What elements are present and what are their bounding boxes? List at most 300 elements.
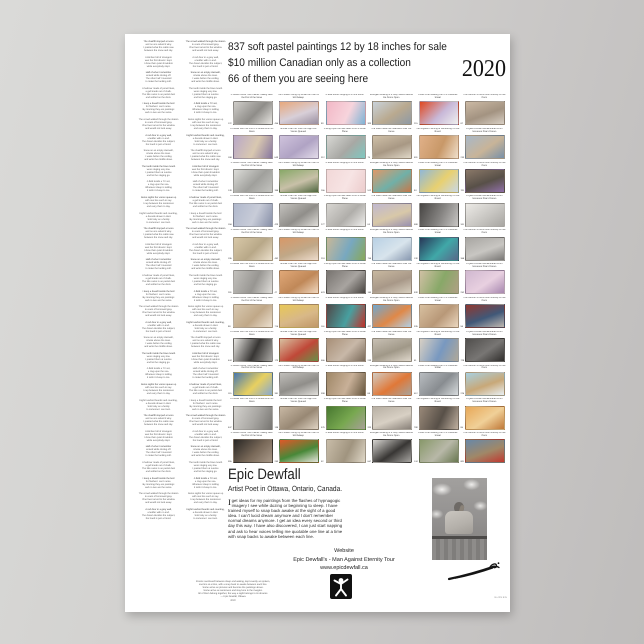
painting-cell xyxy=(321,128,368,162)
painting-cell xyxy=(368,263,415,297)
painting-caption: A Dream About Two Friends Talking Near the End of the Snow xyxy=(230,364,273,370)
painting-number: 233 xyxy=(460,156,465,159)
poem-stanza: The chairlift stopped at noon and no one asked it why. I painted what the cable saw between the snow and sky. xyxy=(190,336,221,349)
painting-cell xyxy=(321,365,368,399)
painting-thumbnail xyxy=(279,101,319,125)
poem-stanza: A field inside a TV set, a ring upon the sea. Whatever sleep is selling it sells it cheap to me. xyxy=(192,102,219,115)
painting-cell xyxy=(228,331,275,365)
painting-number: 198 xyxy=(228,156,232,159)
poem-stanza: A field inside a TV set, a ring upon the sea. Whatever sleep is selling it sells it cheap to me. xyxy=(145,180,172,193)
painting-caption: Strangers Waiting in a Grey Station Before the Doors Open xyxy=(369,229,413,235)
painting-cell xyxy=(414,432,461,466)
painting-cell xyxy=(461,94,508,128)
painting-thumbnail xyxy=(465,406,505,430)
painting-cell xyxy=(461,331,508,365)
painting-number: 667 xyxy=(367,460,372,463)
painting-thumbnail xyxy=(279,203,319,227)
poem-footer-block xyxy=(147,580,319,602)
painting-caption: Two Figures Pointing at Something Off the Board xyxy=(416,127,460,133)
painting-thumbnail xyxy=(372,135,412,159)
painting-cell xyxy=(461,365,508,399)
painting-caption: A Red Coat Walking Out of a Lavender Street xyxy=(418,229,458,235)
painting-thumbnail xyxy=(465,338,505,362)
poem-stanza: The teeth inside the blue mouth were singing very low. I painted them at sunrise and let the singing go. xyxy=(141,164,176,177)
painting-caption: The Chairlift Going Up While the Town Is Still Asleep xyxy=(277,94,319,99)
painting-number: 122 xyxy=(228,122,232,125)
painting-cell xyxy=(228,365,275,399)
painting-cell xyxy=(321,432,368,466)
painting-cell xyxy=(368,128,415,162)
painting-caption: A Dream About Two Friends Talking Near the End of the Snow xyxy=(230,94,273,99)
painting-number: 420 xyxy=(274,224,279,227)
painting-cell xyxy=(321,229,368,263)
painting-thumbnail xyxy=(279,338,319,362)
painting-cell xyxy=(321,162,368,196)
painting-cell xyxy=(321,398,368,432)
painting-number: 308 xyxy=(321,393,325,396)
painting-cell xyxy=(368,365,415,399)
painting-caption: Two Figures Pointing at Something Off the Board xyxy=(416,398,460,404)
painting-thumbnail xyxy=(326,270,366,294)
poem-stanza: I keep a board beside the bed for flashes I can't name. By morning they are paintings and no two are the same. xyxy=(189,398,222,411)
painting-number: 47 xyxy=(274,291,277,294)
painting-cell xyxy=(414,195,461,229)
poem-stanza: Some nights the voices queue up with one line each to say. I nap between the sentences and carry them to day. xyxy=(187,117,224,130)
painting-number: 530 xyxy=(414,291,418,294)
painting-number: 149 xyxy=(228,190,232,193)
poem-stanza: Eight hundred boards and counting, a decade drawn in dust. Sold only as a family to someone I can trust. xyxy=(186,133,225,146)
painting-thumbnail xyxy=(465,169,505,193)
painting-thumbnail xyxy=(326,304,366,328)
website-block xyxy=(228,547,460,573)
painting-number: 266 xyxy=(321,190,325,193)
poem-stanza: Half of what I remember arrived while dozing off. The other half I invented to make the landing soft. xyxy=(145,258,172,271)
painting-caption: A Red Coat Walking Out of a Lavender Street xyxy=(418,161,458,167)
poem-stanza: The chairlift stopped at noon and no one asked it why. I painted what the cable saw between the snow and sky. xyxy=(143,40,174,52)
painting-thumbnail xyxy=(326,406,366,430)
painting-number: 729 xyxy=(460,359,465,362)
painting-number: 482 xyxy=(274,258,279,261)
poem-column-left xyxy=(136,40,181,578)
painting-cell xyxy=(461,128,508,162)
poem-stanza: A red door in a grey wall, a ladder with no end. The dream decides the subject, the hand is just a friend. xyxy=(141,507,176,520)
painting-thumbnail xyxy=(372,270,412,294)
painting-cell xyxy=(275,263,322,297)
poem-stanza: A red door in a grey wall, a ladder with no end. The dream decides the subject, the hand is just a friend. xyxy=(188,429,223,442)
painting-number: 63 xyxy=(367,224,370,227)
painting-thumbnail xyxy=(279,270,319,294)
painting-cell xyxy=(461,263,508,297)
painting-cell xyxy=(228,195,275,229)
painting-thumbnail xyxy=(233,135,273,159)
painting-cell xyxy=(275,94,322,128)
painting-caption: A Ladder With No End in a House With No Stairs xyxy=(230,195,274,201)
painting-number: 144 xyxy=(414,460,418,463)
painting-number: 283 xyxy=(274,460,279,463)
painting-cell xyxy=(321,195,368,229)
painting-caption: The Field Inside the Television After the Game xyxy=(371,195,412,201)
painting-caption: The Field Inside the Television After the Game xyxy=(371,398,412,404)
painting-cell xyxy=(368,195,415,229)
painting-number: 547 xyxy=(228,427,232,430)
painting-caption: The Harbour at Noon With Nobody on the Dock xyxy=(463,161,506,167)
poem-stanza: The crowd walked through the station in coats of borrowed grey. One face turned to the window and would not look away. xyxy=(138,305,179,318)
poem-footer-line: Some arrive as sentences and stay here in the margins. xyxy=(203,589,263,593)
painting-cell xyxy=(368,331,415,365)
painting-number: 501 xyxy=(414,156,418,159)
poem-stanza: The crowd walked through the station in coats of borrowed grey. One face turned to the window and would not look away. xyxy=(185,414,226,427)
painting-caption: A Quiet Kitchen Remembered From Someone Else's Dream xyxy=(466,127,503,133)
painting-number: 215 xyxy=(414,122,418,125)
painting-thumbnail xyxy=(279,439,319,463)
painting-cell xyxy=(321,297,368,331)
painting-cell xyxy=(275,365,322,399)
painting-number: 130 xyxy=(414,258,418,261)
painting-cell xyxy=(414,128,461,162)
painting-thumbnail xyxy=(419,270,459,294)
painting-caption: A Blue Mouth Singing in a Pink Room xyxy=(325,94,364,96)
painting-number: 138 xyxy=(274,427,279,430)
poem-stanza: Some nights the voices queue up with one line each to say. I nap between the sentences and carry them to day. xyxy=(187,305,224,318)
painting-number: 599 xyxy=(414,224,418,227)
tour-name: Epic Dewfall's - Man Against Eternity Tour xyxy=(293,556,395,563)
painting-number: 623 xyxy=(321,291,325,294)
painting-cell xyxy=(461,398,508,432)
painting-thumbnail xyxy=(419,372,459,396)
painting-cell xyxy=(228,398,275,432)
painting-caption: The Chairlift Going Up While the Town Is Still Asleep xyxy=(277,161,319,167)
painting-number: 291 xyxy=(228,291,232,294)
painting-number: 90 xyxy=(321,122,324,125)
painting-number: 368 xyxy=(460,258,465,261)
painting-caption: A Dream About Two Friends Talking Near the End of the Snow xyxy=(230,432,273,438)
painting-thumbnail xyxy=(372,406,412,430)
painting-caption: A Blue Mouth Singing in a Pink Room xyxy=(325,432,364,435)
painting-caption: The Field Inside the Television After the Game xyxy=(371,330,412,336)
photo-shirt xyxy=(445,511,473,534)
painting-cell xyxy=(461,297,508,331)
painting-caption: A Dream About Two Friends Talking Near the End of the Snow xyxy=(230,229,273,235)
poem-stanza: A kitchen full of strangers was the first dream I kept. I drew their quiet shoulders while everybody slept. xyxy=(144,55,173,68)
website-url: www.epicdewfall.ca xyxy=(320,565,368,571)
painting-cell xyxy=(414,94,461,128)
painting-number: 81 xyxy=(414,359,417,362)
poem-stanza: A field inside a TV set, a ring upon the sea. Whatever sleep is selling it sells it cheap to me. xyxy=(192,476,219,489)
painting-number: 75 xyxy=(367,156,370,159)
poem-stanza: A red door in a grey wall, a ladder with no end. The dream decides the subject, the hand is just a friend. xyxy=(141,320,176,333)
painting-number: 303 xyxy=(367,122,372,125)
poem-footer-line: Some arrive as pictures and become the paintings above. xyxy=(202,586,264,590)
painting-thumbnail xyxy=(279,372,319,396)
painting-thumbnail xyxy=(419,237,459,261)
painting-thumbnail xyxy=(465,135,505,159)
painting-caption: A Quiet Kitchen Remembered From Someone Else's Dream xyxy=(466,263,503,268)
poem-stanza: Snow on an empty stairwell, smoke above the town. I wake before the ending and write the middle down. xyxy=(190,445,221,458)
poster-header xyxy=(228,39,447,87)
painting-caption: Two Figures Pointing at Something Off the Board xyxy=(416,195,460,201)
poem-stanza: The teeth inside the blue mouth were singing very low. I painted them at sunrise and let the singing go. xyxy=(141,351,176,364)
painting-thumbnail xyxy=(419,439,459,463)
painting-number: 158 xyxy=(228,224,232,227)
painting-thumbnail xyxy=(326,439,366,463)
poem-stanza: A harbour made of pencil lines, a gull made out of chalk. The tide came in as pastel dust and settled on the dock. xyxy=(188,383,223,396)
painting-caption: Strangers Waiting in a Grey Station Before the Doors Open xyxy=(369,94,413,99)
painting-cell xyxy=(461,432,508,466)
painting-thumbnail xyxy=(326,135,366,159)
poem-stanza: The chairlift stopped at noon and no one asked it why. I painted what the cable saw between the snow and sky. xyxy=(143,227,174,240)
poem-footer-line: 2020 xyxy=(230,598,236,602)
poem-stanza: Snow on an empty stairwell, smoke above the town. I wake before the ending and write the middle down. xyxy=(190,258,221,271)
painting-caption: The Field Inside the Television After the Game xyxy=(371,263,412,268)
painting-cell xyxy=(321,94,368,128)
painting-caption: A Quiet Kitchen Remembered From Someone Else's Dream xyxy=(466,330,503,336)
poem-footer-line: — Epic Dewfall, Ottawa xyxy=(220,595,246,599)
painting-thumbnail xyxy=(326,338,366,362)
painting-caption: A Dream About Two Friends Talking Near the End of the Snow xyxy=(230,161,273,167)
painting-number: 790 xyxy=(414,427,418,430)
painting-number: 96 xyxy=(460,427,463,430)
bio-dropcap: I xyxy=(228,497,231,507)
painting-cell xyxy=(228,297,275,331)
painting-number: 612 xyxy=(414,393,418,396)
painting-caption: The Chairlift Going Up While the Town Is Still Asleep xyxy=(277,432,319,438)
painting-caption: A Blue Mouth Singing in a Pink Room xyxy=(325,161,364,164)
painting-number: 87 xyxy=(460,122,463,125)
painting-caption: Strangers Waiting in a Grey Station Before the Doors Open xyxy=(369,161,413,167)
painting-number: 115 xyxy=(228,393,232,396)
poem-stanza: I keep a board beside the bed for flashes I can't name. By morning they are paintings and no two are the same. xyxy=(189,211,222,224)
painting-cell xyxy=(368,229,415,263)
painting-thumbnail xyxy=(465,304,505,328)
painting-cell xyxy=(414,365,461,399)
painting-number: 476 xyxy=(321,427,325,430)
tour-logo-stamp-icon xyxy=(330,574,352,599)
poem-stanza: The teeth inside the blue mouth were singing very low. I painted them at sunrise and let the singing go. xyxy=(188,273,223,286)
poem-stanza: A kitchen full of strangers was the first dream I kept. I drew their quiet shoulders while everybody slept. xyxy=(144,429,173,442)
painting-thumbnail xyxy=(326,101,366,125)
header-line-3: 66 of them you are seeing here xyxy=(228,73,369,85)
painting-caption: Smoke Over the Town the Night the Voices Queued xyxy=(280,263,317,268)
painting-cell xyxy=(461,229,508,263)
painting-caption: A Ring Upon the Sea Seen From a Small Plane xyxy=(323,127,366,133)
poem-stanza: Half of what I remember arrived while dozing off. The other half I invented to make the landing soft. xyxy=(192,367,219,380)
painting-caption: A Ring Upon the Sea Seen From a Small Plane xyxy=(323,330,366,336)
painting-number: 277 xyxy=(321,224,325,227)
poem-stanza: Eight hundred boards and counting, a decade drawn in dust. Sold only as a family to someone I can trust. xyxy=(186,320,225,333)
painting-caption: Smoke Over the Town the Night the Voices Queued xyxy=(280,398,317,404)
poem-footer-line: Poems overheard between sleep and waking, kept exactly as spoken, xyxy=(196,580,270,583)
painting-number: 456 xyxy=(274,122,279,125)
painting-thumbnail xyxy=(419,203,459,227)
painting-cell xyxy=(228,263,275,297)
painting-thumbnail xyxy=(233,270,273,294)
painting-number: 173 xyxy=(274,359,279,362)
poem-footer-line: one line at a time, with a snap back to awake between each line. xyxy=(198,583,268,587)
painting-cell xyxy=(275,128,322,162)
poem-footer-line: All of them belong together, the way a night belongs to its dreams. xyxy=(198,592,268,596)
painting-number: 184 xyxy=(367,291,372,294)
painting-cell xyxy=(414,398,461,432)
poem-stanza: Eight hundred boards and counting, a decade drawn in dust. Sold only as a family to someone I can trust. xyxy=(139,398,178,411)
painting-thumbnail xyxy=(233,237,273,261)
painting-caption: A Ring Upon the Sea Seen From a Small Plane xyxy=(323,263,366,268)
poem-stanza: Half of what I remember arrived while dozing off. The other half I invented to make the landing soft. xyxy=(192,180,219,193)
painting-thumbnail xyxy=(233,169,273,193)
painting-thumbnail xyxy=(233,101,273,125)
painting-thumbnail xyxy=(465,101,505,125)
poem-stanza: A kitchen full of strangers was the first dream I kept. I drew their quiet shoulders while everybody slept. xyxy=(144,242,173,255)
year-label: 2020 xyxy=(461,56,506,82)
painting-thumbnail xyxy=(419,304,459,328)
poem-stanza: The crowd walked through the station in coats of borrowed grey. One face turned to the window and would not look away. xyxy=(138,492,179,505)
painting-caption: A Ladder With No End in a House With No Stairs xyxy=(230,127,274,133)
painting-thumbnail xyxy=(326,169,366,193)
poem-stanza: Eight hundred boards and counting, a decade drawn in dust. Sold only as a family to someone I can trust. xyxy=(186,507,225,520)
painting-thumbnail xyxy=(465,203,505,227)
painting-thumbnail xyxy=(279,304,319,328)
painting-thumbnail xyxy=(326,203,366,227)
painting-number: 716 xyxy=(274,325,279,328)
painting-cell xyxy=(368,398,415,432)
painting-thumbnail xyxy=(326,237,366,261)
painting-caption: Two Figures Pointing at Something Off the Board xyxy=(416,263,460,268)
painting-caption: A Red Coat Walking Out of a Lavender Street xyxy=(418,296,458,302)
painting-thumbnail xyxy=(372,169,412,193)
poem-stanza: The teeth inside the blue mouth were singing very low. I painted them at sunrise and let the singing go. xyxy=(188,461,223,474)
painting-thumbnail xyxy=(465,372,505,396)
poem-stanza: Some nights the voices queue up with one line each to say. I nap between the sentences and carry them to day. xyxy=(140,195,177,208)
poem-stanza: The crowd walked through the station in coats of borrowed grey. One face turned to the window and would not look away. xyxy=(138,117,179,130)
website-label: Website xyxy=(334,548,354,554)
painting-thumbnail xyxy=(279,237,319,261)
painting-number: 701 xyxy=(460,190,465,193)
painting-cell xyxy=(275,331,322,365)
painting-number: 203 xyxy=(367,427,372,430)
painting-number: 341 xyxy=(460,224,465,227)
painting-cell xyxy=(228,229,275,263)
poem-stanza: A kitchen full of strangers was the first dream I kept. I drew their quiet shoulders while everybody slept. xyxy=(191,351,220,364)
painting-thumbnail xyxy=(419,406,459,430)
painting-number: 240 xyxy=(367,359,372,362)
painting-caption: A Ring Upon the Sea Seen From a Small Plane xyxy=(323,398,366,404)
painting-number: 106 xyxy=(228,258,232,261)
painting-caption: The Harbour at Noon With Nobody on the Dock xyxy=(463,432,506,438)
painting-cell xyxy=(321,263,368,297)
painting-caption: Smoke Over the Town the Night the Voices Queued xyxy=(280,195,317,201)
painting-thumbnail xyxy=(233,406,273,430)
painting-number: 388 xyxy=(274,190,279,193)
painting-caption: The Harbour at Noon With Nobody on the Dock xyxy=(463,296,506,302)
painting-thumbnail xyxy=(419,338,459,362)
paintings-grid xyxy=(228,94,507,466)
poem-stanza: The teeth inside the blue mouth were singing very low. I painted them at sunrise and let the singing go. xyxy=(188,86,223,99)
artist-name: Epic Dewfall xyxy=(228,466,301,483)
painting-thumbnail xyxy=(372,338,412,362)
poem-stanza: A kitchen full of strangers was the first dream I kept. I drew their quiet shoulders while everybody slept. xyxy=(191,164,220,177)
poem-stanza: I keep a board beside the bed for flashes I can't name. By morning they are paintings and no two are the same. xyxy=(142,289,175,302)
poem-stanza: The chairlift stopped at noon and no one asked it why. I painted what the cable saw between the snow and sky. xyxy=(143,414,174,427)
painting-number: 52 xyxy=(321,460,324,463)
poem-stanza: A field inside a TV set, a ring upon the sea. Whatever sleep is selling it sells it cheap to me. xyxy=(145,367,172,380)
painting-cell xyxy=(275,162,322,196)
painting-thumbnail xyxy=(465,270,505,294)
painting-caption: A Blue Mouth Singing in a Pink Room xyxy=(325,296,364,299)
painting-number: 312 xyxy=(321,156,325,159)
painting-thumbnail xyxy=(372,101,412,125)
poem-stanza: A harbour made of pencil lines, a gull made out of chalk. The tide came in as pastel dust and settled on the dock. xyxy=(141,273,176,286)
painting-cell xyxy=(414,162,461,196)
painting-caption: A Ring Upon the Sea Seen From a Small Plane xyxy=(323,195,366,201)
painting-thumbnail xyxy=(372,237,412,261)
painting-thumbnail xyxy=(419,169,459,193)
painting-cell xyxy=(275,229,322,263)
poem-stanza: Eight hundred boards and counting, a decade drawn in dust. Sold only as a family to someone I can trust. xyxy=(139,211,178,224)
painting-thumbnail xyxy=(233,338,273,362)
painting-cell xyxy=(414,331,461,365)
painting-cell xyxy=(275,195,322,229)
painting-cell xyxy=(414,297,461,331)
painting-cell xyxy=(414,263,461,297)
painting-caption: The Harbour at Noon With Nobody on the Dock xyxy=(463,364,506,370)
poem-stanza: A red door in a grey wall, a ladder with no end. The dream decides the subject, the hand is just a friend. xyxy=(188,55,223,68)
painting-number: 566 xyxy=(321,359,325,362)
poem-stanza: I keep a board beside the bed for flashes I can't name. By morning they are paintings and no two are the same. xyxy=(142,102,175,115)
painting-caption: A Blue Mouth Singing in a Pink Room xyxy=(325,229,364,232)
painting-cell xyxy=(228,162,275,196)
painting-number: 755 xyxy=(367,258,372,261)
painting-caption: A Dream About Two Friends Talking Near the End of the Snow xyxy=(230,296,273,302)
painting-thumbnail xyxy=(372,439,412,463)
painting-number: 355 xyxy=(228,460,232,463)
poem-stanza: Snow on an empty stairwell, smoke above the town. I wake before the ending and write the middle down. xyxy=(143,149,174,162)
bio-text: get ideas for my paintings from the flashes of hypnagogic imagery I see while dozing or beginning to sleep. I have trained myself to snap back awake at the sight of a good idea. I can't lucid dream anymore and I don't remember normal dreams anymore. I get an idea every second or third day this way. I have also discovered, I can just start napping and ask to hear voices telling me quotable one line at a time with snap backs to awake between each line. xyxy=(228,498,343,539)
painting-caption: A Quiet Kitchen Remembered From Someone Else's Dream xyxy=(466,398,503,404)
painting-cell xyxy=(228,94,275,128)
painting-number: 801 xyxy=(460,460,465,463)
painting-thumbnail xyxy=(419,135,459,159)
painting-thumbnail xyxy=(465,237,505,261)
painting-caption: The Harbour at Noon With Nobody on the Dock xyxy=(463,94,506,99)
painting-thumbnail xyxy=(233,372,273,396)
painting-thumbnail xyxy=(279,406,319,430)
painting-number: 58 xyxy=(460,325,463,328)
painting-thumbnail xyxy=(372,372,412,396)
painting-cell xyxy=(275,398,322,432)
painting-number: 644 xyxy=(228,359,232,362)
poem-stanza: Some nights the voices queue up with one line each to say. I nap between the sentences and carry them to day. xyxy=(187,492,224,505)
poem-stanza: Half of what I remember arrived while dozing off. The other half I invented to make the landing soft. xyxy=(145,445,172,458)
poem-stanza: Some nights the voices queue up with one line each to say. I nap between the sentences and carry them to day. xyxy=(140,383,177,396)
painting-caption: The Field Inside the Television After the Game xyxy=(371,127,412,133)
poem-stanza: A harbour made of pencil lines, a gull made out of chalk. The tide came in as pastel dust and settled on the dock. xyxy=(141,86,176,99)
painting-number: 391 xyxy=(274,393,279,396)
painting-thumbnail xyxy=(419,101,459,125)
painting-cell xyxy=(368,432,415,466)
poem-stanza: I keep a board beside the bed for flashes I can't name. By morning they are paintings and no two are the same. xyxy=(142,476,175,489)
painting-thumbnail xyxy=(279,135,319,159)
painting-cell xyxy=(368,94,415,128)
painting-number: 69 xyxy=(367,393,370,396)
poem-stanza: A field inside a TV set, a ring upon the sea. Whatever sleep is selling it sells it cheap to me. xyxy=(192,289,219,302)
painting-thumbnail xyxy=(279,169,319,193)
painting-caption: A Ladder With No End in a House With No Stairs xyxy=(230,263,274,268)
painting-caption: Two Figures Pointing at Something Off the Board xyxy=(416,330,460,336)
painting-caption: The Chairlift Going Up While the Town Is Still Asleep xyxy=(277,229,319,235)
painting-cell xyxy=(461,162,508,196)
painting-caption: A Blue Mouth Singing in a Pink Room xyxy=(325,364,364,367)
poem-stanza: A harbour made of pencil lines, a gull made out of chalk. The tide came in as pastel dust and settled on the dock. xyxy=(141,461,176,474)
painting-caption: The Chairlift Going Up While the Town Is Still Asleep xyxy=(277,296,319,302)
